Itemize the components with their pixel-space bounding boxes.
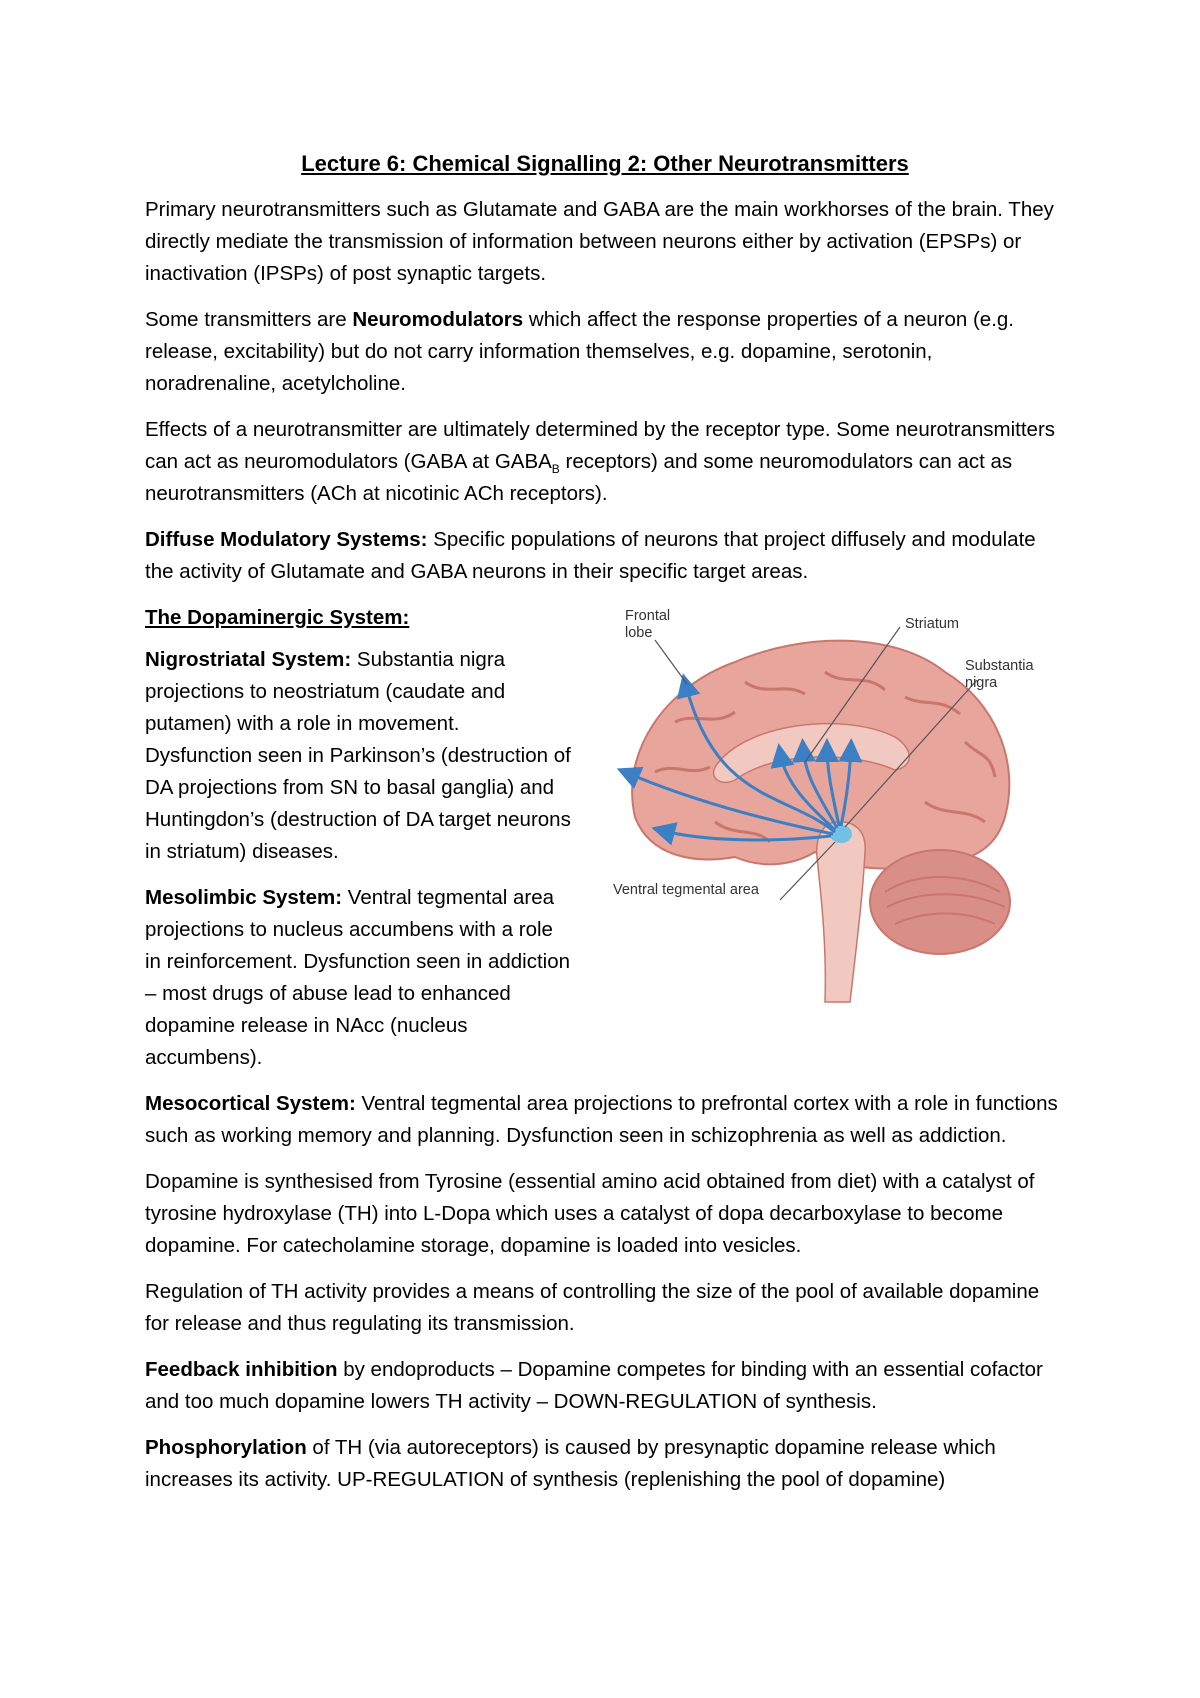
term-nigrostriatal: Nigrostriatal System: xyxy=(145,648,352,671)
term-neuromodulators: Neuromodulators xyxy=(352,308,524,331)
label-ventral-tegmental-area: Ventral tegmental area xyxy=(613,882,759,898)
paragraph-feedback-inhibition xyxy=(145,1354,1065,1418)
text: of TH (via autoreceptors) is caused by presynaptic dopamine release which increases its activity. UP-REGULATION of synthesis (replenishing the pool of dopamine) xyxy=(145,1436,996,1491)
document-body xyxy=(145,148,1065,1510)
text: receptors) and some neuromodulators can act as neurotransmitters (ACh at nicotinic ACh receptors). xyxy=(145,450,1013,505)
text: by endoproducts – Dopamine competes for binding with an essential cofactor and too much dopamine lowers TH activity – DOWN-REGULATION of synthesis. xyxy=(145,1358,1043,1413)
paragraph-primary-neurotransmitters: Primary neurotransmitters such as Glutamate and GABA are the main workhorses of the brain. They directly mediate the transmission of information between neurons either by activation (EPSPs) or inactivation (IPSPs) of post synaptic targets. xyxy=(145,198,1054,285)
text: Effects of a neurotransmitter are ultimately determined by the receptor type. Some neurotransmitters can act as neuromodulators (GABA at GABA xyxy=(145,418,1056,473)
cerebellum-shape xyxy=(870,850,1010,954)
term-phosphorylation: Phosphorylation xyxy=(145,1436,307,1459)
paragraph-phosphorylation xyxy=(145,1432,1065,1496)
text: Specific populations of neurons that project diffusely and modulate the activity of Glutamate and GABA neurons in their specific target areas. xyxy=(145,528,1036,583)
paragraph-receptor-type xyxy=(145,414,1065,510)
term-mesolimbic: Mesolimbic System: xyxy=(145,886,343,909)
label-frontal-lobe: Frontal lobe xyxy=(625,608,671,641)
text: which affect the response properties of a neuron (e.g. release, excitability) but do not carry information themselves, e.g. dopamine, serotonin, noradrenaline, acetylcholine. xyxy=(145,308,1014,395)
brainstem-shape xyxy=(817,822,865,1002)
heading-text: The Dopaminergic System: xyxy=(145,606,410,629)
paragraph-neuromodulators xyxy=(145,304,1065,400)
paragraph-diffuse-modulatory xyxy=(145,524,1065,588)
text: Ventral tegmental area projections to nucleus accumbens with a role in reinforcement. Dysfunction seen in addiction – most drugs of abuse lead to enhanced dopamine release in NAcc (nucleus accumbens). xyxy=(145,886,571,1069)
label-substantia-nigra: Substantia nigra xyxy=(965,658,1034,691)
text: Substantia nigra projections to neostriatum (caudate and putamen) with a role in movement. Dysfunction seen in Parkinson’s (destruction of DA projections from SN to basal ganglia) and Huntingdon’s (destruction of DA target neurons in striatum) diseases. xyxy=(145,648,571,863)
paragraph-th-regulation: Regulation of TH activity provides a means of controlling the size of the pool of available dopamine for release and thus regulating its transmission. xyxy=(145,1280,1040,1335)
brain-diagram xyxy=(595,602,1065,1012)
subscript-b: B xyxy=(551,462,560,477)
paragraph-mesocortical xyxy=(145,1088,1065,1152)
text: Ventral tegmental area projections to prefrontal cortex with a role in functions such as working memory and planning. Dysfunction seen in schizophrenia as well as addiction. xyxy=(145,1092,1058,1147)
label-striatum: Striatum xyxy=(905,616,959,632)
term-diffuse-modulatory: Diffuse Modulatory Systems: xyxy=(145,528,428,551)
term-mesocortical: Mesocortical System: xyxy=(145,1092,356,1115)
page-title: Lecture 6: Chemical Signalling 2: Other Neurotransmitters xyxy=(301,151,909,176)
paragraph-dopamine-synthesis: Dopamine is synthesised from Tyrosine (essential amino acid obtained from diet) with a catalyst of tyrosine hydroxylase (TH) into L-Dopa which uses a catalyst of dopa decarboxylase to become dopamine. For catecholamine storage, dopamine is loaded into vesicles. xyxy=(145,1170,1035,1257)
term-feedback-inhibition: Feedback inhibition xyxy=(145,1358,338,1381)
text: Some transmitters are xyxy=(145,308,353,331)
